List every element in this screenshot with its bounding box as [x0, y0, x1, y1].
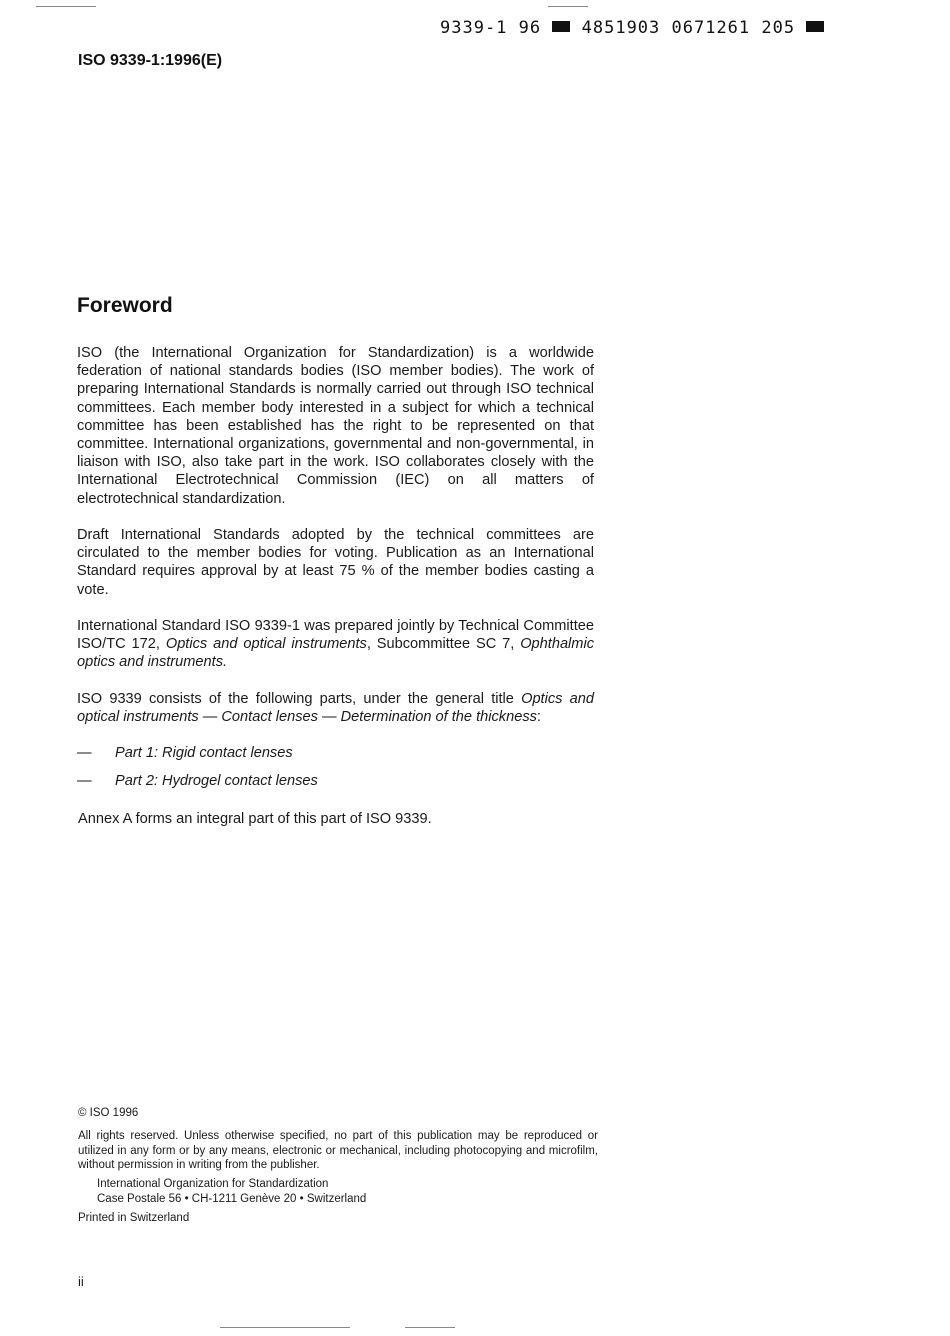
scan-artifact-line — [405, 1327, 455, 1328]
annex-note: Annex A forms an integral part of this part of ISO 9339. — [78, 811, 432, 827]
paragraph-segment: ISO 9339 consists of the following parts, under the general title — [77, 691, 522, 707]
list-item — [77, 744, 594, 762]
committee-title: Optics and optical instruments — [165, 636, 367, 653]
page-number: ii — [78, 1274, 84, 1289]
paragraph-draft-standards — [77, 526, 594, 599]
subcommittee-title: Ophthalmic optics and instruments. — [77, 636, 594, 671]
paragraph-text: ISO (the International Organization for Standardization) is a worldwide federation of national standards bodies (ISO member bodies). The work of preparing International Standards is normally carried out through ISO technical committees. Each member body interested in a subject for which a technical committee has been established has the right to be represented on that committee. International organizations, governmental and non-governmental, in liaison with ISO, also take part in the work. ISO collaborates closely with the International Electrotechnical Commission (IEC) on all matters of electrotechnical standardization. — [77, 345, 594, 507]
scan-artifact-line — [36, 6, 96, 7]
copyright-line: © ISO 1996 — [78, 1107, 139, 1119]
scan-artifact-line — [548, 6, 588, 7]
scan-block-mark — [806, 21, 824, 32]
list-dash: — — [77, 773, 92, 790]
organization-address: Case Postale 56 • CH-1211 Genève 20 • Switzerland — [97, 1192, 367, 1205]
rights-statement: All rights reserved. Unless otherwise specified, no part of this publication may be reproduced or utilized in any form or by any means, electronic or mechanical, including photocopying and microfilm, without permission in writing from the publisher. — [78, 1129, 598, 1172]
scan-code-text-2: 4851903 0671261 205 — [581, 18, 796, 38]
paragraph-segment: , Subcommittee SC 7, — [366, 636, 521, 653]
list-item — [77, 772, 594, 790]
paragraph-parts-intro — [77, 690, 594, 726]
paragraph-iso-intro — [77, 344, 594, 508]
paragraph-segment: International Standard ISO 9339-1 was prepared jointly by Technical Committee ISO/TC 172, — [77, 618, 594, 653]
paragraph-text: Draft International Standards adopted by the technical committees are circulated to the member bodies for voting. Publication as an International Standard requires approval by at least 75 % of the member bodies casting a vote. — [77, 527, 594, 598]
foreword-heading: Foreword — [77, 294, 173, 317]
scan-code — [440, 18, 824, 38]
copyright-block — [78, 1106, 598, 1226]
printed-location: Printed in Switzerland — [78, 1211, 190, 1224]
document-id: ISO 9339-1:1996(E) — [78, 52, 223, 69]
organization-name: International Organization for Standardization — [97, 1178, 329, 1191]
paragraph-text — [77, 690, 594, 726]
paragraph-segment: : — [536, 709, 541, 726]
list-dash: — — [77, 745, 92, 761]
scan-block-mark — [552, 21, 570, 32]
part-title: Part 1: Rigid contact lenses — [115, 745, 293, 761]
scan-artifact-line — [220, 1327, 350, 1328]
paragraph-prepared-by — [77, 617, 594, 672]
part-title: Part 2: Hydrogel contact lenses — [115, 773, 318, 790]
paragraph-text — [77, 617, 594, 672]
parts-list — [77, 744, 594, 800]
scan-code-text: 9339-1 96 — [440, 18, 542, 38]
general-title: Optics and optical instruments — Contact lenses — Determination of the thickness — [77, 691, 594, 726]
